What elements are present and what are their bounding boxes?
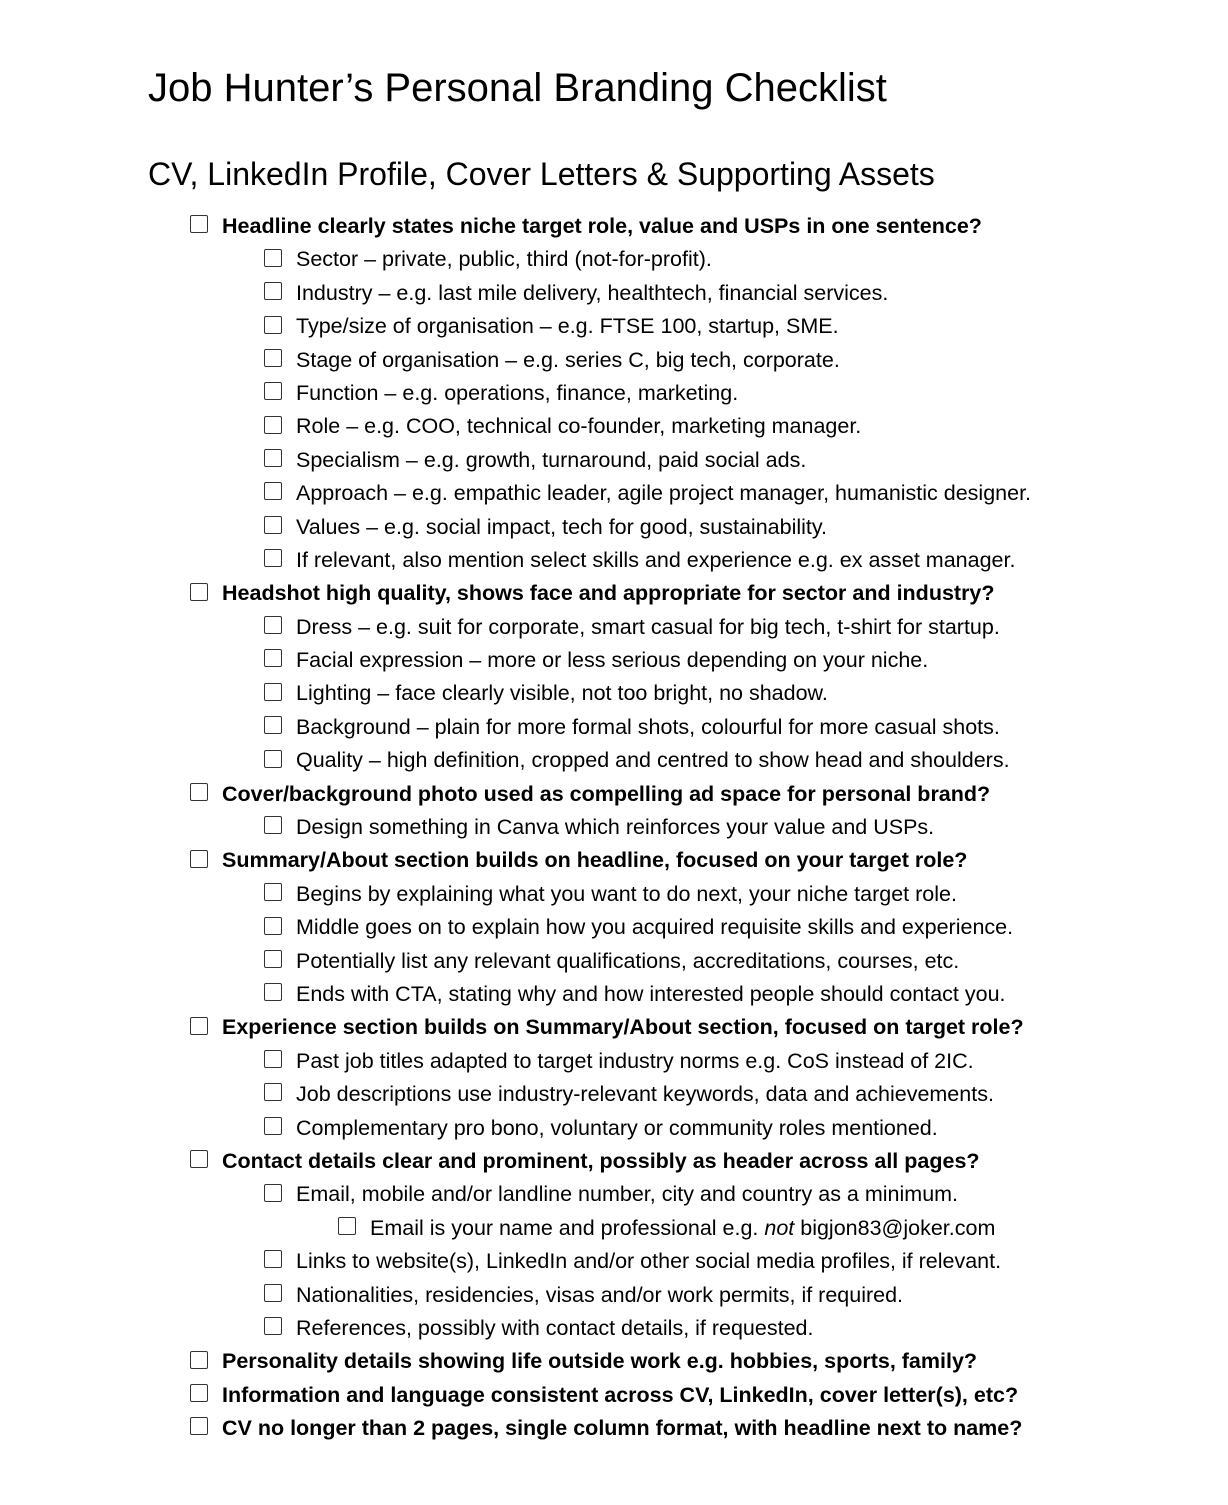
checklist-subitem	[0, 978, 1228, 1011]
checklist-item-label: Experience section builds on Summary/About section, focused on target role?	[222, 1015, 1024, 1040]
checklist-item-label: Sector – private, public, third (not-for-profit).	[296, 247, 712, 272]
checklist-item-label: Begins by explaining what you want to do next, your niche target role.	[296, 881, 957, 906]
checklist-subitem	[0, 644, 1228, 677]
checkbox[interactable]	[190, 583, 208, 601]
checklist-item-label: Links to website(s), LinkedIn and/or other social media profiles, if relevant.	[296, 1249, 1002, 1274]
label-emphasis: not	[764, 1215, 795, 1240]
checkbox[interactable]	[264, 649, 282, 667]
checkbox[interactable]	[264, 449, 282, 467]
checklist-item	[0, 1345, 1228, 1378]
checkbox[interactable]	[190, 1384, 208, 1402]
checklist-item-label: Dress – e.g. suit for corporate, smart casual for big tech, t-shirt for startup.	[296, 614, 1000, 639]
checklist-subitem	[0, 243, 1228, 276]
checklist-item-label: Complementary pro bono, voluntary or community roles mentioned.	[296, 1115, 938, 1140]
checklist-item-label: Contact details clear and prominent, possibly as header across all pages?	[222, 1148, 980, 1173]
checklist-item	[0, 577, 1228, 610]
checkbox[interactable]	[190, 1017, 208, 1035]
checkbox[interactable]	[264, 983, 282, 1001]
checklist-item	[0, 1379, 1228, 1412]
checklist-subitem	[0, 477, 1228, 510]
checklist-item-label: Potentially list any relevant qualifications, accreditations, courses, etc.	[296, 948, 960, 973]
checklist-item-label: Industry – e.g. last mile delivery, healthtech, financial services.	[296, 280, 889, 305]
checklist-item-label: References, possibly with contact details, if requested.	[296, 1315, 814, 1340]
checklist-item-label: Information and language consistent across CV, LinkedIn, cover letter(s), etc?	[222, 1382, 1019, 1407]
checkbox[interactable]	[264, 950, 282, 968]
checkbox[interactable]	[264, 482, 282, 500]
checklist-subitem	[0, 611, 1228, 644]
checklist-item-label: Values – e.g. social impact, tech for good, sustainability.	[296, 514, 828, 539]
checkbox[interactable]	[264, 282, 282, 300]
checkbox[interactable]	[264, 316, 282, 334]
checklist-item-label: Ends with CTA, stating why and how interested people should contact you.	[296, 981, 1006, 1006]
checklist-item-label: Type/size of organisation – e.g. FTSE 100, startup, SME.	[296, 314, 839, 339]
checkbox[interactable]	[264, 917, 282, 935]
checklist-item-label: Lighting – face clearly visible, not too bright, no shadow.	[296, 681, 828, 706]
checklist-item-label: Background – plain for more formal shots, colourful for more casual shots.	[296, 714, 1000, 739]
checklist-item-label: If relevant, also mention select skills and experience e.g. ex asset manager.	[296, 547, 1016, 572]
checklist-item-label: Function – e.g. operations, finance, marketing.	[296, 380, 739, 405]
document-title: Job Hunter’s Personal Branding Checklist	[148, 66, 887, 110]
checklist-item-label: Nationalities, residencies, visas and/or work permits, if required.	[296, 1282, 904, 1307]
checklist-item	[0, 778, 1228, 811]
checklist-subitem	[0, 911, 1228, 944]
checklist-item-label: CV no longer than 2 pages, single column format, with headline next to name?	[222, 1416, 1023, 1441]
checkbox[interactable]	[190, 215, 208, 233]
checklist-item-label: Design something in Canva which reinforces your value and USPs.	[296, 815, 935, 840]
checklist-subitem	[0, 444, 1228, 477]
checklist-subitem	[0, 1245, 1228, 1278]
checkbox[interactable]	[264, 816, 282, 834]
checklist-subitem	[0, 878, 1228, 911]
checkbox[interactable]	[264, 516, 282, 534]
checklist-item-label: Quality – high definition, cropped and centred to show head and shoulders.	[296, 748, 1010, 773]
checkbox[interactable]	[264, 1184, 282, 1202]
checklist-subitem	[0, 1178, 1228, 1211]
checklist-subitem	[0, 544, 1228, 577]
checkbox[interactable]	[264, 382, 282, 400]
checklist-subitem	[0, 1045, 1228, 1078]
checklist-item	[0, 1011, 1228, 1044]
checklist-subitem	[0, 744, 1228, 777]
checklist-item-label: Past job titles adapted to target industry norms e.g. CoS instead of 2IC.	[296, 1048, 974, 1073]
checklist-subitem	[0, 811, 1228, 844]
checklist-item	[0, 1412, 1228, 1445]
checklist-item-label: Middle goes on to explain how you acquired requisite skills and experience.	[296, 915, 1014, 940]
checkbox[interactable]	[264, 683, 282, 701]
checkbox[interactable]	[264, 1317, 282, 1335]
checkbox[interactable]	[264, 349, 282, 367]
checklist-subitem	[0, 1112, 1228, 1145]
label-text-before: Email is your name and professional e.g.	[370, 1215, 765, 1240]
checklist-item-label: Cover/background photo used as compelling ad space for personal brand?	[222, 781, 991, 806]
checklist-subitem	[0, 1312, 1228, 1345]
checklist-subitem	[0, 677, 1228, 710]
document-subtitle: CV, LinkedIn Profile, Cover Letters & Supporting Assets	[148, 156, 935, 192]
checklist-item-label: Specialism – e.g. growth, turnaround, paid social ads.	[296, 447, 807, 472]
checklist-subitem	[0, 277, 1228, 310]
checklist-subitem	[0, 344, 1228, 377]
checklist-item-label: Headline clearly states niche target role, value and USPs in one sentence?	[222, 214, 982, 238]
checkbox[interactable]	[190, 850, 208, 868]
checklist-item	[0, 1145, 1228, 1178]
checklist-item-label: Headshot high quality, shows face and appropriate for sector and industry?	[222, 581, 995, 606]
checkbox[interactable]	[264, 1117, 282, 1135]
checklist-item	[0, 844, 1228, 877]
checkbox[interactable]	[264, 549, 282, 567]
checklist-item-label: Email, mobile and/or landline number, city and country as a minimum.	[296, 1182, 959, 1207]
checkbox[interactable]	[264, 883, 282, 901]
checklist-subsubitem	[0, 1212, 1228, 1245]
checkbox[interactable]	[338, 1217, 356, 1235]
checkbox[interactable]	[264, 1083, 282, 1101]
checkbox[interactable]	[190, 1351, 208, 1369]
checklist-subitem	[0, 410, 1228, 443]
checkbox[interactable]	[190, 783, 208, 801]
checkbox[interactable]	[190, 1150, 208, 1168]
checkbox[interactable]	[264, 716, 282, 734]
checklist-subitem	[0, 1078, 1228, 1111]
checklist-item-label: Approach – e.g. empathic leader, agile project manager, humanistic designer.	[296, 481, 1032, 506]
checklist-subitem	[0, 711, 1228, 744]
label-text-after: bigjon83@joker.com	[794, 1215, 996, 1240]
checklist-item-label	[370, 1216, 995, 1240]
checkbox[interactable]	[264, 1250, 282, 1268]
checkbox[interactable]	[264, 1284, 282, 1302]
checklist-subitem	[0, 1279, 1228, 1312]
checklist-item-label: Facial expression – more or less serious depending on your niche.	[296, 648, 929, 673]
checkbox[interactable]	[190, 1417, 208, 1435]
checklist-item	[0, 210, 1228, 243]
checklist-subitem	[0, 945, 1228, 978]
checklist-subitem	[0, 511, 1228, 544]
checklist	[0, 210, 1228, 1445]
checklist-subitem	[0, 377, 1228, 410]
checklist-subitem	[0, 310, 1228, 343]
checklist-item-label: Summary/About section builds on headline, focused on your target role?	[222, 848, 968, 873]
checkbox[interactable]	[264, 249, 282, 267]
checkbox[interactable]	[264, 416, 282, 434]
checklist-item-label: Role – e.g. COO, technical co-founder, marketing manager.	[296, 414, 862, 439]
checklist-item-label: Personality details showing life outside work e.g. hobbies, sports, family?	[222, 1349, 978, 1374]
checkbox[interactable]	[264, 616, 282, 634]
checklist-item-label: Stage of organisation – e.g. series C, big tech, corporate.	[296, 347, 840, 372]
checklist-item-label: Job descriptions use industry-relevant keywords, data and achievements.	[296, 1082, 994, 1107]
checkbox[interactable]	[264, 1050, 282, 1068]
checkbox[interactable]	[264, 750, 282, 768]
